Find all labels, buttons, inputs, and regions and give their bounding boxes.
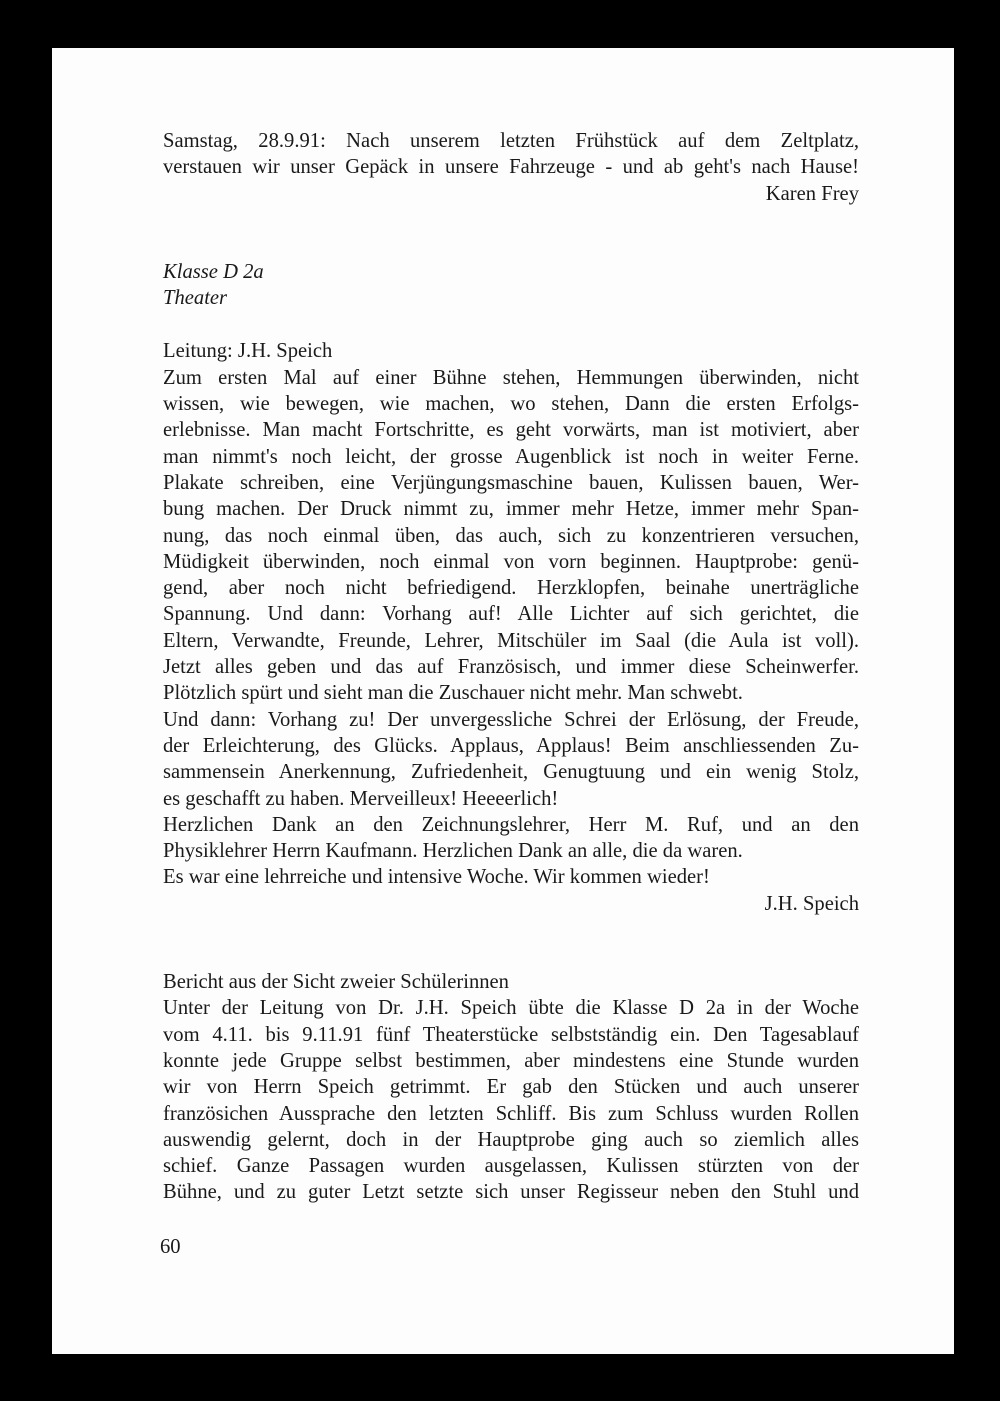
body-line: nung, das noch einmal üben, das auch, sich zu konzentrieren versuchen, [163,524,859,547]
report-line: wir von Herrn Speich getrimmt. Er gab den Stücken und auch unserer [163,1076,859,1099]
body-line: gend, aber noch nicht befriedigend. Herzklopfen, beinahe unerträgliche [163,577,859,600]
body-line: Es war eine lehrreiche und intensive Woche. Wir kommen wieder! [163,866,710,889]
body-line: Und dann: Vorhang zu! Der unvergessliche Schrei der Erlösung, der Freude, [163,708,859,731]
report-line: schief. Ganze Passagen wurden ausgelassen, Kulissen stürzten von der [163,1155,859,1178]
body-line: sammensein Anerkennung, Zufriedenheit, Genugtuung und ein wenig Stolz, [163,761,859,784]
body-line: es geschafft zu haben. Merveilleux! Heeeerlich! [163,787,559,810]
spacer [163,207,859,259]
body-line: erlebnisse. Man macht Fortschritte, es geht vorwärts, man ist motiviert, aber [163,419,859,442]
spacer [163,917,859,969]
entry-line: Samstag, 28.9.91: Nach unserem letzten Frühstück auf dem Zeltplatz, [163,130,859,152]
report-line: Bühne, und zu guter Letzt setzte sich unser Regisseur neben den Stuhl und [163,1181,859,1204]
body-line: Spannung. Und dann: Vorhang auf! Alle Lichter auf sich gerichtet, die [163,603,859,626]
class-label: Klasse D 2a [163,260,264,283]
page-content [163,128,859,1206]
entry-author: Karen Frey [765,182,859,205]
body-line: Herzlichen Dank an den Zeichnungslehrer, Herr M. Ruf, und an den [163,813,859,836]
report-heading: Bericht aus der Sicht zweier Schülerinnen [163,971,509,994]
body-line: Eltern, Verwandte, Freunde, Lehrer, Mitschüler im Saal (die Aula ist voll). [163,629,859,652]
body-line: Physiklehrer Herrn Kaufmann. Herzlichen Dank an alle, die da waren. [163,840,743,863]
body-line: man nimmt's noch leicht, der grosse Augenblick ist noch in weiter Ferne. [163,445,859,468]
report-line: französichen Aussprache den letzten Schliff. Bis zum Schluss wurden Rollen [163,1102,859,1125]
document-page [52,48,954,1354]
report-line: Unter der Leitung von Dr. J.H. Speich übte die Klasse D 2a in der Woche [163,997,859,1020]
body-line: Zum ersten Mal auf einer Bühne stehen, Hemmungen überwinden, nicht [163,366,859,389]
body-line: der Erleichterung, des Glücks. Applaus, Applaus! Beim anschliessenden Zu- [163,734,859,757]
leader-line: Leitung: J.H. Speich [163,340,333,363]
body-line: bung machen. Der Druck nimmt zu, immer mehr Hetze, immer mehr Span- [163,498,859,521]
entry-line: verstauen wir unser Gepäck in unsere Fahrzeuge - und ab geht's nach Hause! [163,156,859,179]
subject-label: Theater [163,287,228,310]
body-line: Jetzt alles geben und das auf Französisch, und immer diese Scheinwerfer. [163,656,859,679]
body-line: Müdigkeit überwinden, noch einmal von vorn beginnen. Hauptprobe: genü- [163,550,859,573]
page-number: 60 [160,1236,181,1258]
report-line: konnte jede Gruppe selbst bestimmen, aber mindestens eine Stunde wurden [163,1049,859,1072]
spacer [163,311,859,338]
report-line: vom 4.11. bis 9.11.91 fünf Theaterstücke selbstständig ein. Den Tagesablauf [163,1023,859,1046]
signature: J.H. Speich [764,892,859,915]
report-line: auswendig gelernt, doch in der Hauptprobe ging auch so ziemlich alles [163,1128,859,1151]
body-line: wissen, wie bewegen, wie machen, wo stehen, Dann die ersten Erfolgs- [163,393,859,416]
body-line: Plötzlich spürt und sieht man die Zuschauer nicht mehr. Man schwebt. [163,682,743,705]
body-line: Plakate schreiben, eine Verjüngungsmaschine bauen, Kulissen bauen, Wer- [163,471,859,494]
